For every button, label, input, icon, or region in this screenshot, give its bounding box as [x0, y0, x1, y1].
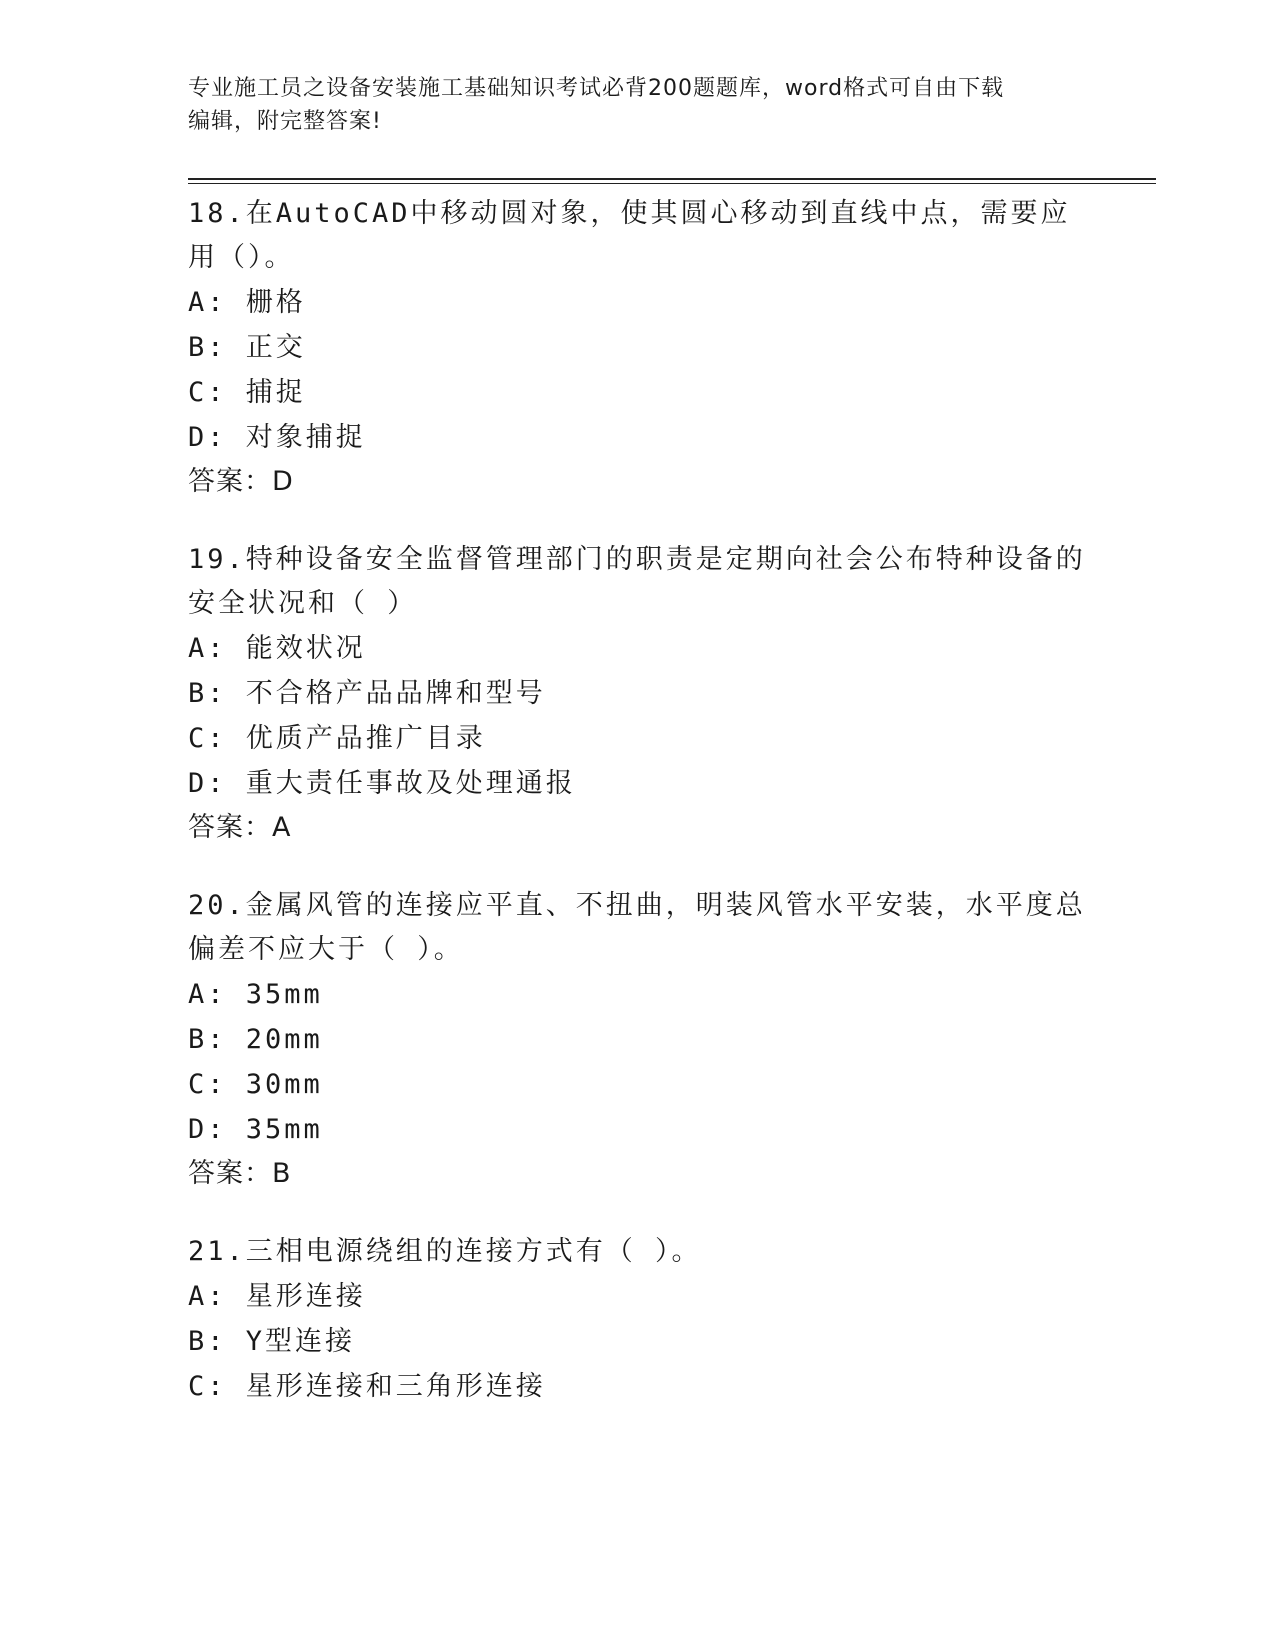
option-text: 35mm	[245, 1114, 323, 1145]
answer-text: 答案：B	[188, 1158, 292, 1189]
option-d	[188, 416, 1088, 460]
option-label: C:	[188, 1371, 227, 1402]
option-text: 栅格	[245, 287, 306, 318]
option-b	[188, 672, 1088, 716]
option-label: D:	[188, 1114, 227, 1145]
question-list	[188, 192, 1088, 1443]
option-label: D:	[188, 768, 227, 799]
option-text: 30mm	[245, 1069, 323, 1100]
question-text: 21.三相电源绕组的连接方式有（ ）。	[188, 1236, 702, 1267]
option-label: B:	[188, 332, 227, 363]
option-text: Y型连接	[245, 1326, 356, 1357]
option-text: 捕捉	[245, 377, 306, 408]
option-c	[188, 371, 1088, 415]
option-b	[188, 1018, 1088, 1062]
document-header	[188, 72, 1088, 138]
option-text: 星形连接	[245, 1281, 366, 1312]
question-18	[188, 192, 1088, 504]
option-a	[188, 1275, 1088, 1319]
option-b	[188, 1320, 1088, 1364]
option-label: A:	[188, 979, 227, 1010]
header-divider-thin	[188, 183, 1156, 184]
answer-text: 答案：A	[188, 812, 292, 843]
question-20	[188, 884, 1088, 1196]
option-label: A:	[188, 287, 227, 318]
header-line-2: 编辑，附完整答案!	[188, 109, 382, 134]
option-text: 优质产品推广目录	[245, 723, 486, 754]
option-c	[188, 1063, 1088, 1107]
option-b	[188, 326, 1088, 370]
option-text: 能效状况	[245, 633, 366, 664]
option-label: A:	[188, 1281, 227, 1312]
option-label: A:	[188, 633, 227, 664]
question-19	[188, 538, 1088, 850]
option-c	[188, 1365, 1088, 1409]
option-a	[188, 281, 1088, 325]
option-text: 20mm	[245, 1024, 323, 1055]
option-text: 正交	[245, 332, 306, 363]
option-text: 星形连接和三角形连接	[245, 1371, 546, 1402]
option-d	[188, 1108, 1088, 1152]
option-label: C:	[188, 723, 227, 754]
option-text: 不合格产品品牌和型号	[245, 678, 546, 709]
header-line-1: 专业施工员之设备安装施工基础知识考试必背200题题库，word格式可自由下载	[188, 76, 1005, 101]
option-text: 35mm	[245, 979, 323, 1010]
option-label: C:	[188, 377, 227, 408]
option-d	[188, 762, 1088, 806]
option-text: 重大责任事故及处理通报	[245, 768, 576, 799]
question-text: 20.金属风管的连接应平直、不扭曲，明装风管水平安装，水平度总偏差不应大于（ ）。	[188, 890, 1086, 965]
option-label: B:	[188, 1326, 227, 1357]
option-label: B:	[188, 1024, 227, 1055]
option-text: 对象捕捉	[245, 422, 366, 453]
question-text: 18.在AutoCAD中移动圆对象，使其圆心移动到直线中点，需要应用（）。	[188, 198, 1071, 273]
option-a	[188, 627, 1088, 671]
answer-text: 答案：D	[188, 466, 294, 497]
option-label: D:	[188, 422, 227, 453]
option-c	[188, 717, 1088, 761]
question-21	[188, 1230, 1088, 1409]
header-divider-thick	[188, 178, 1156, 180]
option-a	[188, 973, 1088, 1017]
option-label: C:	[188, 1069, 227, 1100]
option-label: B:	[188, 678, 227, 709]
question-text: 19.特种设备安全监督管理部门的职责是定期向社会公布特种设备的安全状况和（ ）	[188, 544, 1086, 619]
